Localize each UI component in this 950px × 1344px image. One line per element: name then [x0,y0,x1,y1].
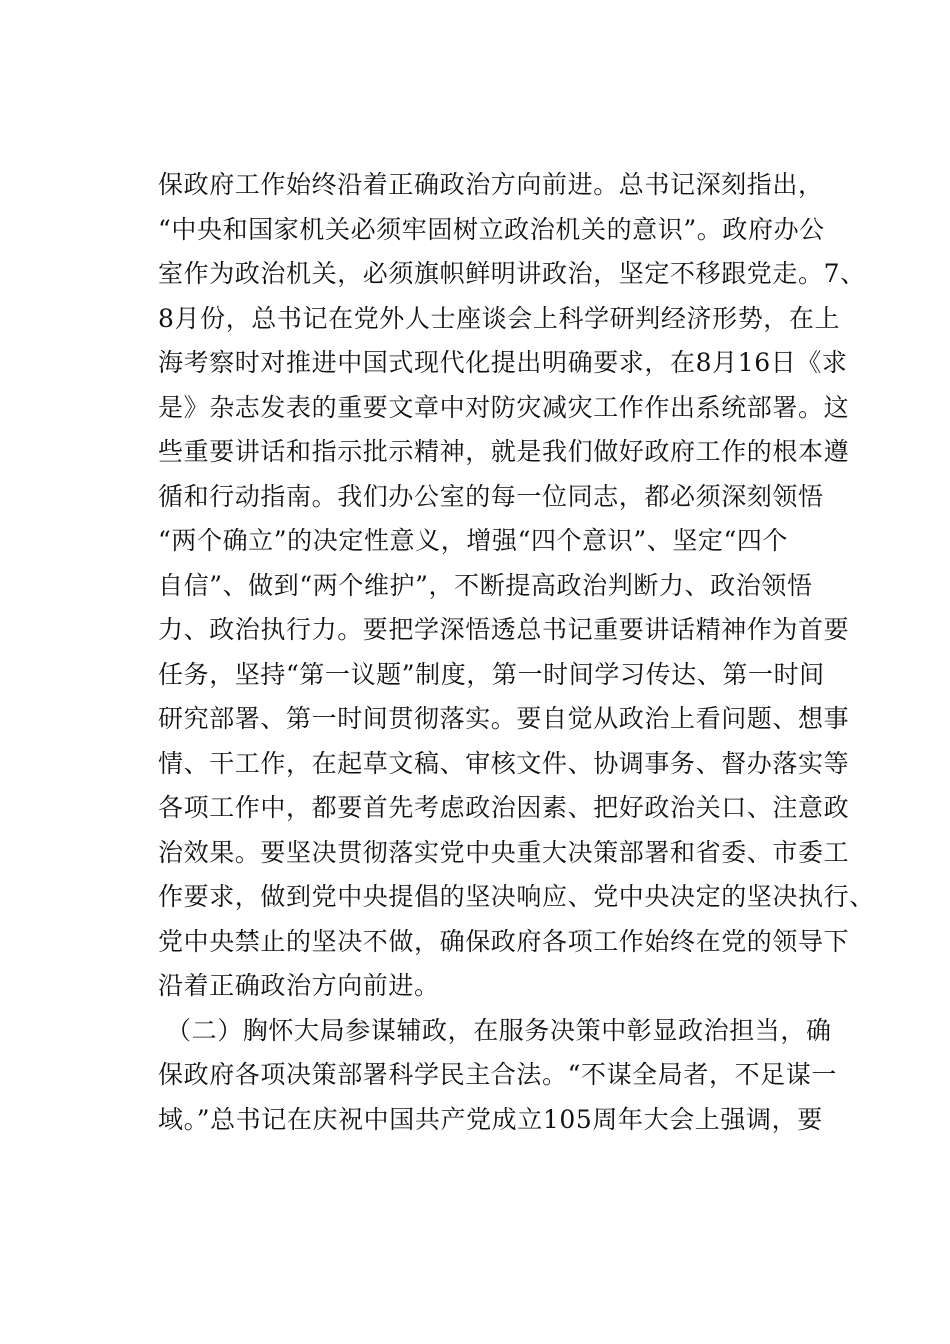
text-line: 作要求，做到党中央提倡的坚决响应、党中央决定的坚决执行、 [158,882,875,911]
text-line: 保政府各项决策部署科学民主合法。“不谋全局者，不足谋一 [158,1060,837,1089]
text-line: 海考察时对推进中国式现代化提出明确要求，在8月16日《求 [158,348,848,377]
text-line: 党中央禁止的坚决不做，确保政府各项工作始终在党的领导下 [158,926,850,956]
text-line: 情、干工作，在起草文稿、审核文件、协调事务、督办落实等 [158,748,850,778]
body-text [158,163,875,1142]
text-line: 力、政治执行力。要把学深悟透总书记重要讲话精神作为首要 [158,615,850,644]
text-line: 保政府工作始终沿着正确政治方向前进。总书记深刻指出， [158,170,824,199]
text-line: 研究部署、第一时间贯彻落实。要自觉从政治上看问题、想事 [158,704,850,733]
text-line: 室作为政治机关，必须旗帜鲜明讲政治，坚定不移跟党走。7、 [158,259,866,288]
text-line: 自信”、做到“两个维护”，不断提高政治判断力、政治领悟 [158,570,813,600]
text-line: 循和行动指南。我们办公室的每一位同志，都必须深刻领悟 [158,481,824,511]
text-line: 是》杂志发表的重要文章中对防灾减灾工作作出系统部署。这 [158,392,850,422]
text-line: 任务，坚持“第一议题”制度，第一时间学习传达、第一时间 [158,659,825,689]
text-line: “中央和国家机关必须牢固树立政治机关的意识”。政府办公 [158,214,825,244]
text-line: 各项工作中，都要首先考虑政治因素、把好政治关口、注意政 [158,793,850,822]
text-line: 沿着正确政治方向前进。 [158,971,440,1000]
text-line: “两个确立”的决定性意义，增强“四个意识”、坚定“四个 [158,526,789,555]
text-line: 8月份，总书记在党外人士座谈会上科学研判经济形势，在上 [158,303,841,333]
text-line: 域。”总书记在庆祝中国共产党成立105周年大会上强调，要 [158,1104,823,1134]
text-line: 治效果。要坚决贯彻落实党中央重大决策部署和省委、市委工 [158,837,850,867]
text-line: 些重要讲话和指示批示精神，就是我们做好政府工作的根本遵 [158,437,850,466]
section-heading-line: （二）胸怀大局参谋辅政，在服务决策中彰显政治担当，确 [166,1015,832,1045]
